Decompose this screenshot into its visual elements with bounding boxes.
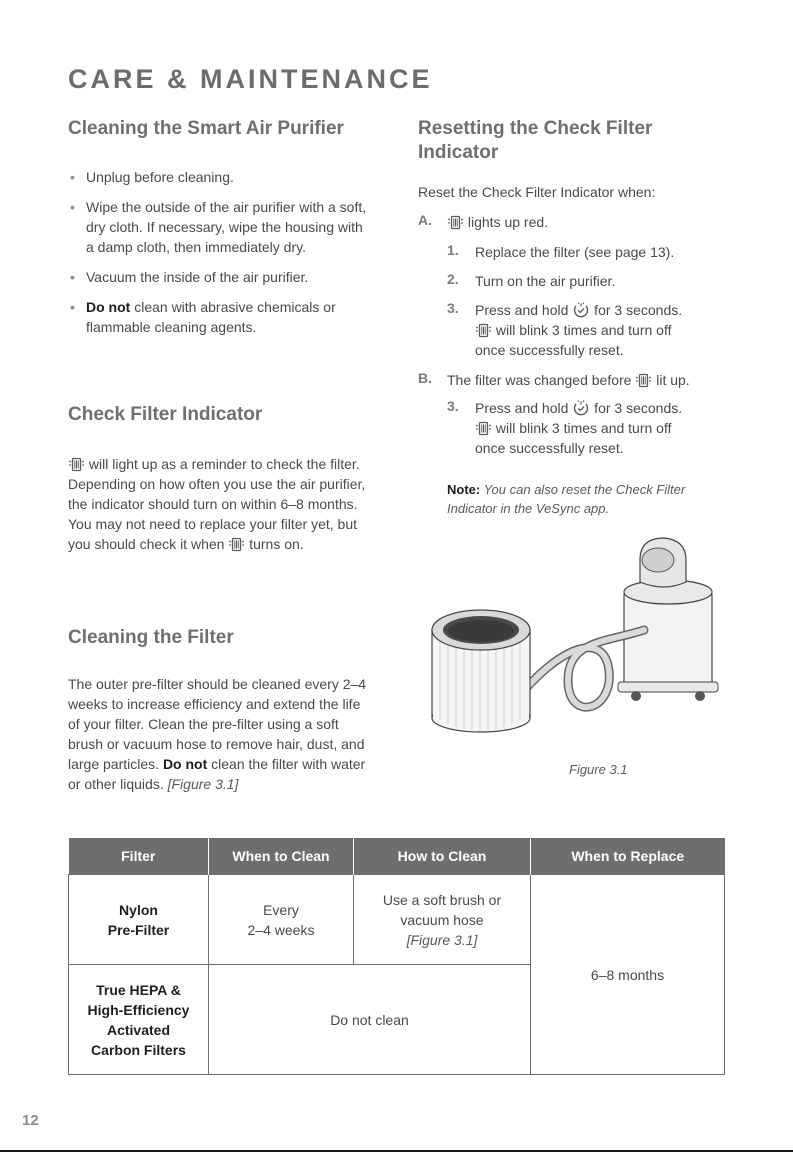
resetting-heading [418,117,652,165]
cell-line: 2–4 weeks [247,921,315,938]
column-header: When to Clean [209,838,354,875]
filter-indicator-icon [475,323,492,338]
figure-reference: [Figure 3.1] [406,931,478,948]
column-header: How to Clean [354,838,531,875]
resetting-heading-line1: Resetting the Check Filter [418,118,653,139]
resetting-intro: Reset the Check Filter Indicator when: [418,184,656,200]
list-item [68,297,368,337]
blink-text-2: once successfully reset. [475,440,624,456]
vacuum-cleaner [618,538,718,701]
step-text [475,398,735,458]
cell-line: High-Efficiency [87,1001,190,1018]
table-cell [69,965,209,1075]
bullet-icon: • [70,199,75,215]
page-number: 12 [22,1112,39,1129]
step-number: 3. [447,300,459,316]
cell-line: Nylon [119,901,158,918]
cell-line: Pre-Filter [107,921,170,938]
step-number: 1. [447,242,459,258]
cell-line: True HEPA & [96,981,181,998]
step-text-post: for 3 seconds. [590,400,683,416]
note-label: Note: [447,482,481,497]
air-filter [432,610,530,732]
page-bottom-divider [0,1150,793,1152]
cleaning-filter-heading: Cleaning the Filter [68,627,234,648]
bullet-text: Unplug before cleaning. [86,169,234,185]
step-text-pre: Press and hold [475,302,573,318]
note [447,480,737,518]
table-cell: Do not clean [209,965,531,1075]
bullet-icon: • [70,299,75,315]
filter-indicator-icon [635,373,652,388]
list-item [68,267,368,287]
condition-b [447,370,747,390]
check-filter-paragraph [68,454,373,554]
cleaning-filter-paragraph [68,674,373,794]
column-header: When to Replace [531,838,725,875]
note-text: You can also reset the Check Filter Indicator in the VeSync app. [447,482,686,516]
maintenance-table [68,838,725,1075]
column-header: Filter [69,838,209,875]
filter-indicator-icon [68,457,85,472]
filter-vacuum-illustration [418,530,728,740]
cell-line: vacuum hose [400,911,484,928]
figure-reference: [Figure 3.1] [167,776,239,792]
step-letter-b: B. [418,370,432,386]
list-item [68,197,368,257]
blink-text: will blink 3 times and turn off [492,420,672,436]
table-cell [69,875,209,965]
figure-caption: Figure 3.1 [569,762,628,777]
step-number: 2. [447,271,459,287]
cleaning-filter-text: The outer pre-filter should be cleaned every 2–4 weeks to increase efficiency and extend the life of your filter. Clean the pre-filter using a soft brush or vacuum hose to remove hair, dust, and large particles. [68,676,367,772]
condition-a [447,212,548,232]
cell-line: Every [263,901,299,918]
filter-indicator-icon [475,421,492,436]
bullet-bold-text: Do not [86,299,131,315]
table-header-row [69,838,725,875]
do-not-bold: Do not [162,756,208,772]
check-filter-text: will light up as a reminder to check the filter. Depending on how often you use the air purifier, the indicator should turn on within 6–8 months. You may not need to replace your filter yet, but you should check it when [68,456,366,552]
bullet-text: clean with abrasive chemicals or flammable cleaning agents. [86,299,336,335]
bullet-icon: • [70,169,75,185]
bullet-text: Wipe the outside of the air purifier with a soft, dry cloth. If necessary, wipe the housing with a damp cloth, then immediately dry. [86,199,367,255]
bullet-icon: • [70,269,75,285]
condition-a-text: lights up red. [464,214,549,230]
condition-b-text-pre: The filter was changed before [447,372,636,388]
cell-line: Activated [106,1021,171,1038]
timer-button-icon [572,301,590,318]
list-item [68,167,368,187]
table-cell: 6–8 months [531,875,725,1075]
timer-button-icon [572,399,590,416]
step-text: Turn on the air purifier. [475,273,616,289]
table-row [69,875,725,965]
resetting-heading-line2: Indicator [418,142,499,163]
bullet-text: Vacuum the inside of the air purifier. [86,269,309,285]
step-text-pre: Press and hold [475,400,573,416]
cleaning-filter-text2: clean the filter with water or other liquids. [68,756,366,792]
table-cell [209,875,354,965]
step-number: 3. [447,398,459,414]
page-title: CARE & MAINTENANCE [68,64,433,94]
blink-text-2: once successfully reset. [475,342,624,358]
step-text: Replace the filter (see page 13). [475,244,675,260]
cleaning-purifier-list [68,167,368,347]
step-text [475,300,735,360]
cleaning-purifier-heading: Cleaning the Smart Air Purifier [68,118,344,139]
step-letter-a: A. [418,212,432,228]
filter-indicator-icon [447,215,464,230]
cell-line: Carbon Filters [91,1041,186,1058]
check-filter-text-end: turns on. [245,536,304,552]
step-text-post: for 3 seconds. [590,302,683,318]
cell-line: Use a soft brush or [382,891,502,908]
filter-indicator-icon [228,537,245,552]
condition-b-text-post: lit up. [652,372,690,388]
table-cell [354,875,531,965]
check-filter-heading: Check Filter Indicator [68,404,263,425]
blink-text: will blink 3 times and turn off [492,322,672,338]
